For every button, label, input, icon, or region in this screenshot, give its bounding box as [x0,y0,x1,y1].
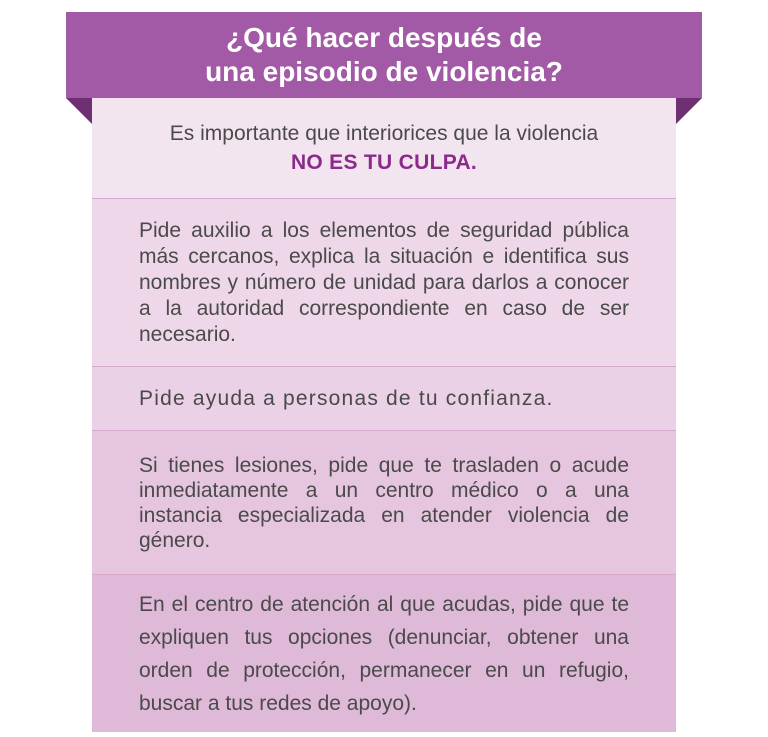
advice-panel [92,98,676,732]
advice-item-medical-attention [92,430,676,574]
advice-text: Pide auxilio a los elementos de seguridad pública más cercanos, explica la situación e identifica sus nombres y número de unidad para darlos a conocer a la autoridad correspondiente en caso de ser necesario. [139,218,629,346]
title-line-1: ¿Qué hacer después de [226,22,542,53]
advice-text: Es importante que interiorices que la violencia [169,122,599,145]
banner-fold-right [676,98,702,124]
banner-fold-left [66,98,92,124]
advice-item-not-your-fault [92,98,676,198]
advice-text: Pide ayuda a personas de tu confianza. [139,386,554,410]
advice-item-trusted-people [92,366,676,430]
advice-item-request-help-security [92,198,676,366]
advice-text: Si tienes lesiones, pide que te trasladen o acude inmediatamente a un centro médico o a una instancia especializada en atender violencia de género. [139,453,629,552]
title-line-2: una episodio de violencia? [205,56,563,87]
advice-emphasis: NO ES TU CULPA. [290,151,478,174]
title-banner [66,12,702,98]
advice-item-know-options [92,574,676,732]
advice-text: En el centro de atención al que acudas, pide que te expliquen tus opciones (denunciar, obtener una orden de protección, permanecer en un refugio, buscar a tus redes de apoyo). [139,592,629,715]
